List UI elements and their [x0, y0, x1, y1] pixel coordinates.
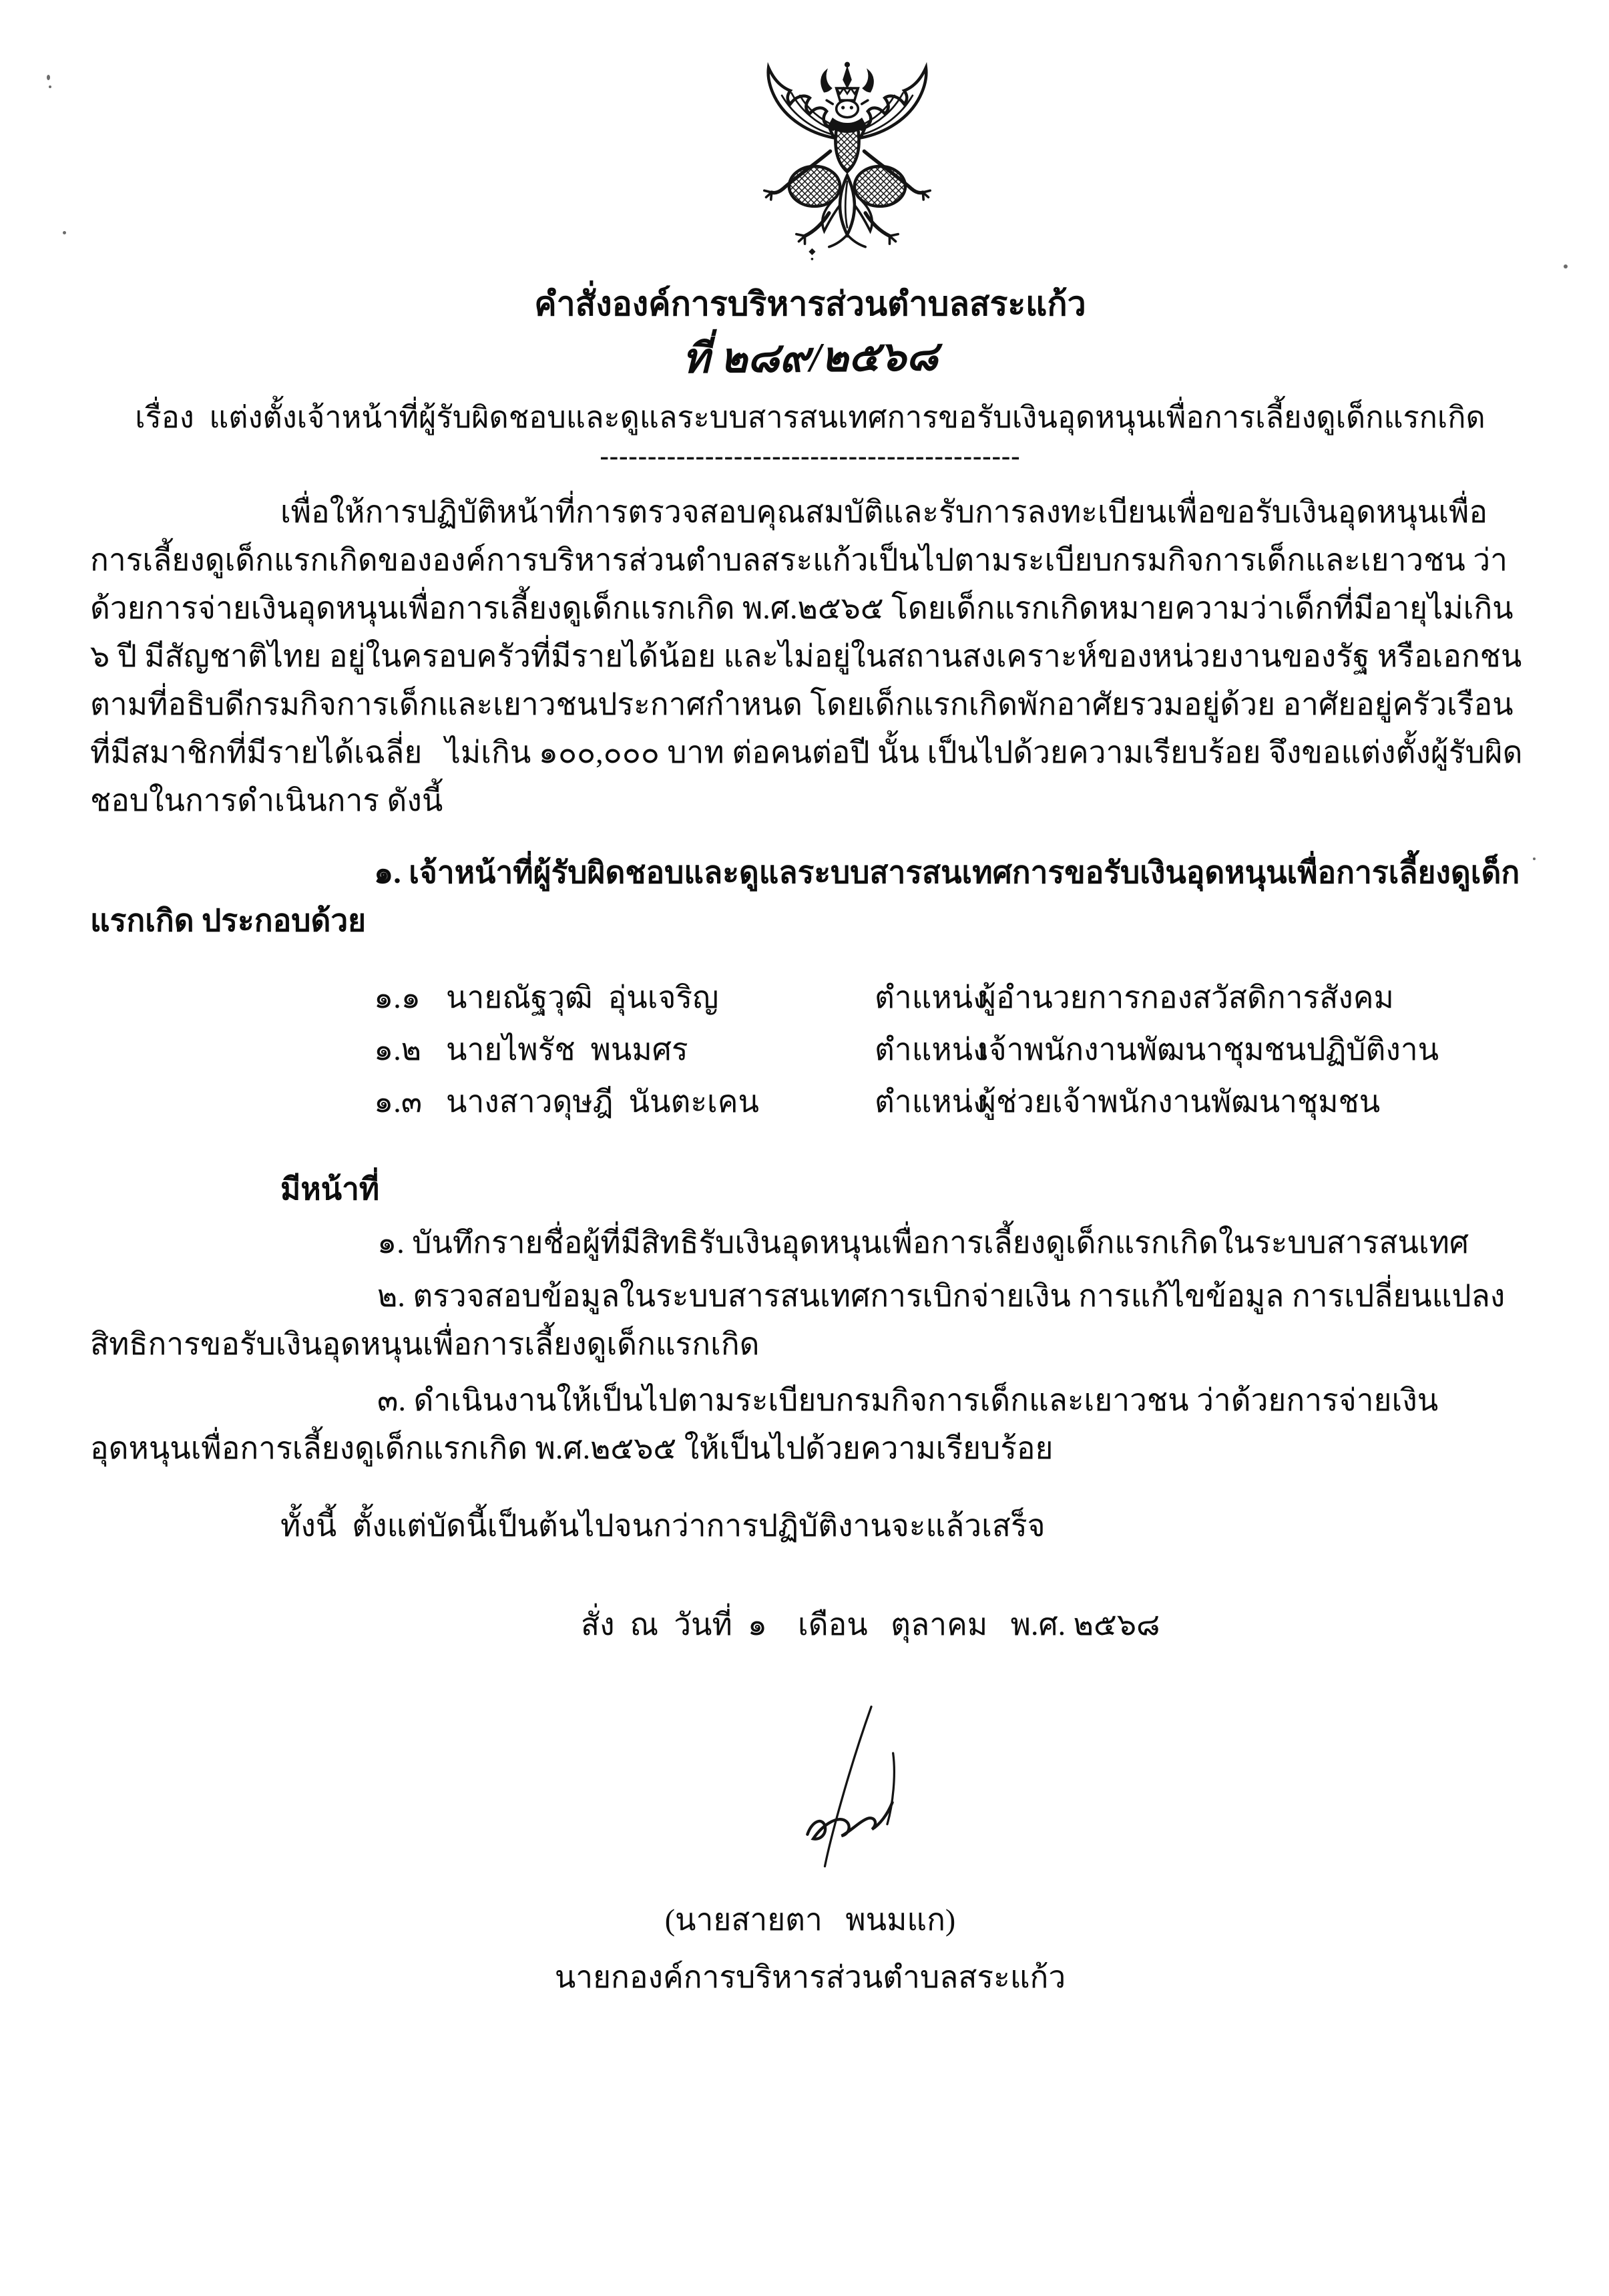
officer-row — [374, 1024, 1530, 1076]
duties-heading: มีหน้าที่ — [280, 1172, 380, 1206]
document-title: คำสั่งองค์การบริหารส่วนตำบลสระแก้ว — [534, 285, 1086, 323]
scan-speck — [63, 231, 66, 234]
scan-speck — [1564, 264, 1568, 268]
officer-name: นายไพรัช พนมศร — [446, 1032, 688, 1067]
position-label: ตำแหน่ง — [875, 1032, 988, 1067]
scan-speck — [47, 75, 50, 80]
garuda-emblem — [90, 0, 1530, 264]
section-1-heading: ๑. เจ้าหน้าที่ผู้รับผิดชอบและดูแลระบบสารสนเทศการขอรับเงินอุดหนุนเพื่อการเลี้ยงดูเด็กแรกเกิด ประกอบด้วย — [90, 855, 1520, 938]
document-number-handwritten: ที่ ๒๘๙/๒๕๖๘ — [682, 333, 939, 383]
signer-name: (นายสายตา พนมแก) — [664, 1903, 956, 1937]
preamble-paragraph: เพื่อให้การปฏิบัติหน้าที่การตรวจสอบคุณสมบัติและรับการลงทะเบียนเพื่อขอรับเงินอุดหนุนเพื่อการเลี้ยงดูเด็กแรกเกิดขององค์การบริหารส่วนตำบลสระแก้วเป็นไปตามระเบียบกรมกิจการเด็กและเยาวชน ว่าด้วยการจ่ายเงินอุดหนุนเพื่อการเลี้ยงดูเด็กแรกเกิด พ.ศ.๒๕๖๕ โดยเด็กแรกเกิดหมายความว่าเด็กที่มีอายุไม่เกิน ๖ ปี มีสัญชาติไทย อยู่ในครอบครัวที่มีรายได้น้อย และไม่อยู่ในสถานสงเคราะห์ของหน่วยงานของรัฐ หรือเอกชน ตามที่อธิบดีกรมกิจการเด็กและเยาวชนประกาศกำหนด โดยเด็กแรกเกิดพักอาศัยรวมอยู่ด้วย อาศัยอยู่ครัวเรือนที่มีสมาชิกที่มีรายได้เฉลี่ย ไม่เกิน ๑๐๐,๐๐๐ บาท ต่อคนต่อปี นั้น เป็นไปด้วยความเรียบร้อย จึงขอแต่งตั้งผู้รับผิดชอบในการดำเนินการ ดังนี้ — [90, 495, 1530, 817]
officer-position: ผู้อำนวยการกองสวัสดิการสังคม — [978, 980, 1394, 1014]
officer-position: เจ้าพนักงานพัฒนาชุมชนปฏิบัติงาน — [978, 1032, 1439, 1067]
duty-item-2: ๒. ตรวจสอบข้อมูลในระบบสารสนเทศการเบิกจ่ายเงิน การแก้ไขข้อมูล การเปลี่ยนแปลงสิทธิการขอรับเงินอุดหนุนเพื่อการเลี้ยงดูเด็กแรกเกิด — [90, 1279, 1506, 1361]
duty-item-3: ๓. ดำเนินงานให้เป็นไปตามระเบียบกรมกิจการเด็กและเยาวชน ว่าด้วยการจ่ายเงินอุดหนุนเพื่อการเลี้ยงดูเด็กแรกเกิด พ.ศ.๒๕๖๕ ให้เป็นไปด้วยความเรียบร้อย — [90, 1383, 1439, 1465]
officer-row — [374, 1076, 1530, 1128]
officer-position: ผู้ช่วยเจ้าพนักงานพัฒนาชุมชน — [978, 1085, 1381, 1119]
handwritten-signature-icon — [782, 1702, 943, 1869]
order-date-line: สั่ง ณ วันที่ ๑ เดือน ตุลาคม พ.ศ. ๒๕๖๘ — [581, 1607, 1160, 1642]
officer-name: นายณัฐวุฒิ อุ่นเจริญ — [446, 980, 719, 1014]
garuda-emblem-icon — [756, 60, 938, 260]
officer-list — [374, 972, 1530, 1128]
position-label: ตำแหน่ง — [875, 1085, 988, 1119]
signature-block — [90, 1702, 1530, 2001]
officer-name: นางสาวดุษฎี นันตะเคน — [446, 1085, 759, 1119]
scan-speck — [49, 85, 51, 88]
effective-line: ทั้งนี้ ตั้งแต่บัดนี้เป็นต้นไปจนกว่าการปฏิบัติงานจะแล้วเสร็จ — [280, 1509, 1046, 1543]
officer-row — [374, 972, 1530, 1024]
officer-number: ๑.๑ — [374, 980, 421, 1014]
dashed-divider: -------------------------------------------- — [600, 441, 1021, 471]
duty-item-1: ๑. บันทึกรายชื่อผู้ที่มีสิทธิรับเงินอุดหนุนเพื่อการเลี้ยงดูเด็กแรกเกิดในระบบสารสนเทศ — [377, 1225, 1469, 1260]
officer-number: ๑.๓ — [374, 1085, 423, 1119]
signer-position: นายกองค์การบริหารส่วนตำบลสระแก้ว — [554, 1960, 1066, 1994]
subject-line: เรื่อง แต่งตั้งเจ้าหน้าที่ผู้รับผิดชอบและดูแลระบบสารสนเทศการขอรับเงินอุดหนุนเพื่อการเลี้ยงดูเด็กแรกเกิด — [135, 401, 1485, 434]
scan-speck — [1533, 857, 1536, 860]
officer-number: ๑.๒ — [374, 1032, 422, 1067]
position-label: ตำแหน่ง — [875, 980, 988, 1014]
